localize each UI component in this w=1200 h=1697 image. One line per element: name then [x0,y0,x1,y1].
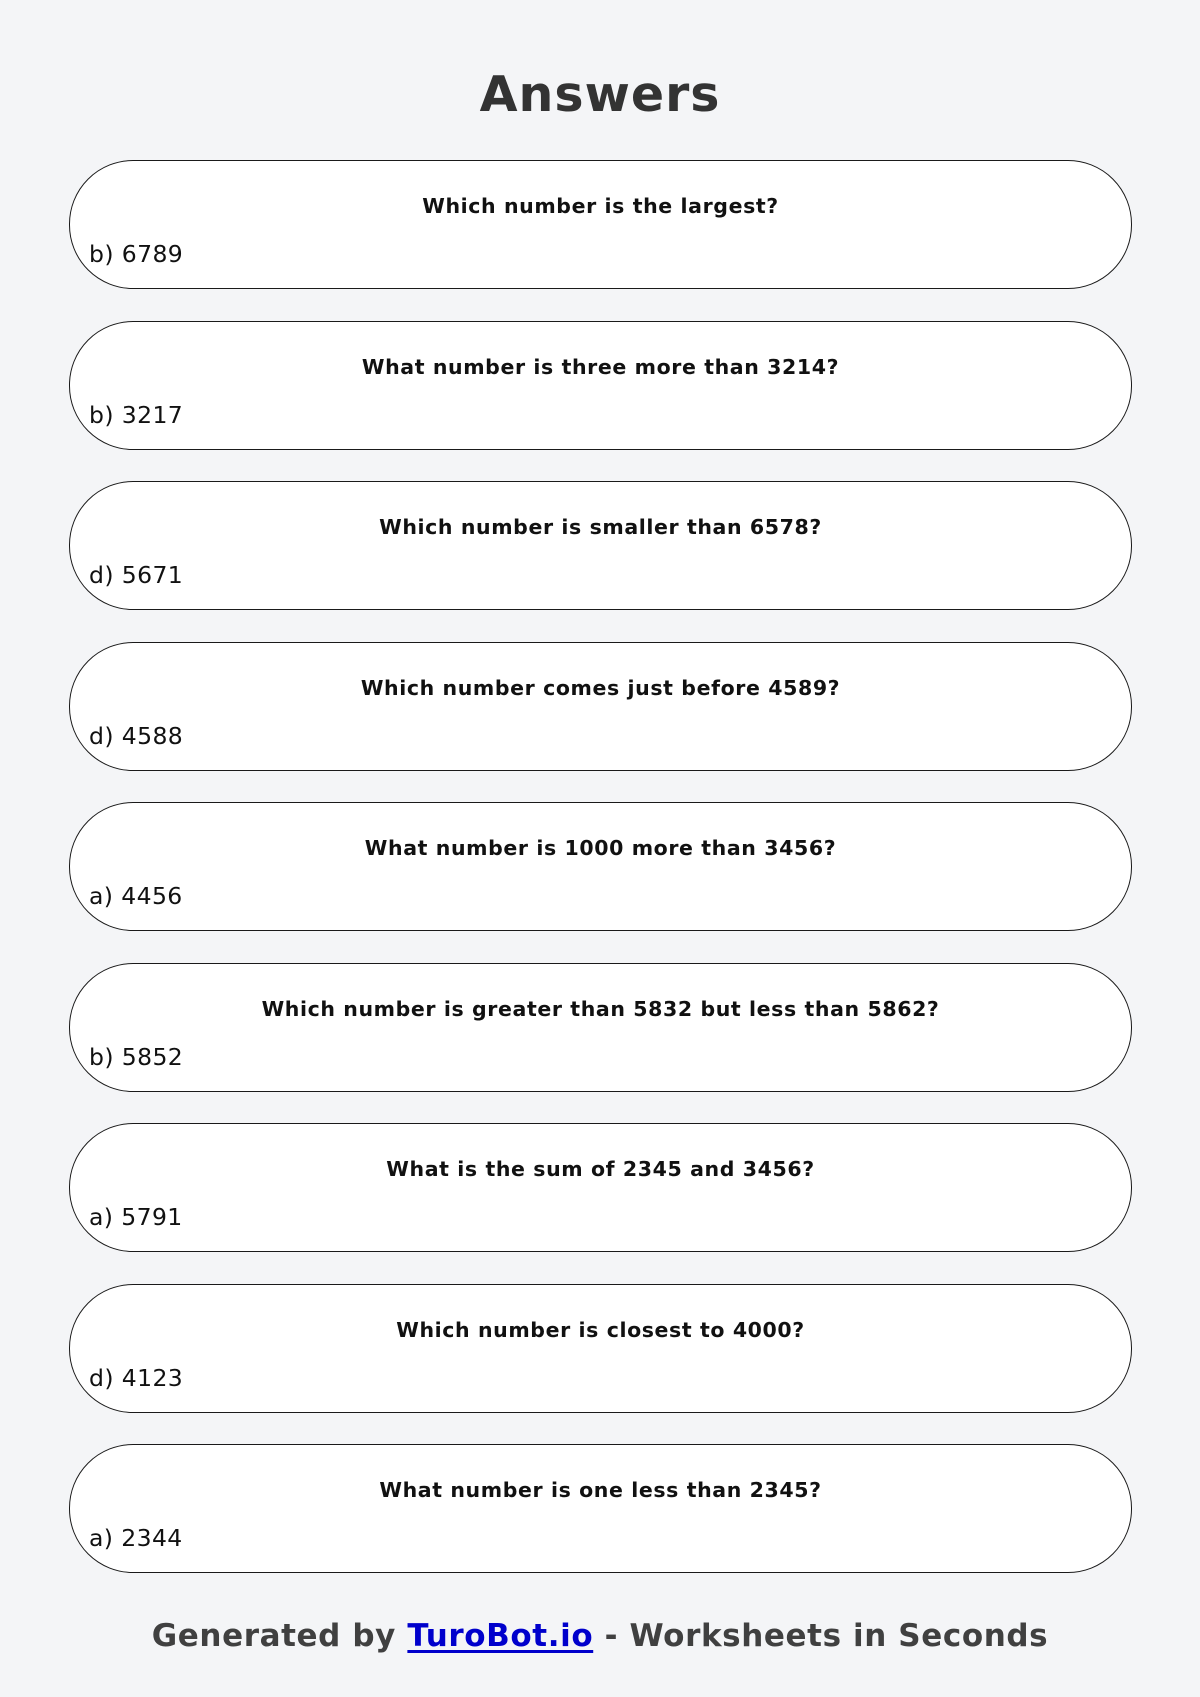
question-text: What is the sum of 2345 and 3456? [386,1157,815,1181]
answer-card [69,642,1132,771]
answer-card [69,481,1132,610]
answer-text: b) 3217 [89,400,184,429]
answer-card [69,1444,1132,1573]
answer-text: b) 6789 [89,240,184,268]
question-text: Which number is greater than 5832 but less than 5862? [261,996,940,1021]
answer-card [69,963,1132,1092]
question-text: Which number is smaller than 6578? [379,515,822,539]
question-text: Which number is the largest? [422,194,779,218]
answer-text: a) 5791 [89,1203,183,1231]
question-text: What number is one less than 2345? [379,1478,822,1502]
footer-prefix: Generated by [151,1618,396,1654]
answer-text: a) 2344 [89,1524,183,1552]
question-text: What number is three more than 3214? [361,354,840,379]
page-title: Answers [479,66,721,123]
answer-text: a) 4456 [89,882,183,910]
footer-suffix: - Worksheets in Seconds [604,1618,1049,1654]
footer [0,1618,1200,1654]
question-text: Which number comes just before 4589? [360,675,841,700]
answer-text: d) 4588 [89,721,184,750]
answer-card [69,802,1132,931]
turobot-link[interactable]: TuroBot.io [407,1618,594,1654]
answer-list [69,160,1132,1605]
question-text: What number is 1000 more than 3456? [364,836,837,860]
answer-card [69,1284,1132,1413]
answer-card [69,321,1132,450]
answer-text: d) 5671 [89,561,184,589]
question-text: Which number is closest to 4000? [396,1317,805,1342]
answer-card [69,1123,1132,1252]
answer-text: b) 5852 [89,1042,184,1071]
answer-card [69,160,1132,289]
answer-text: d) 4123 [89,1363,184,1392]
